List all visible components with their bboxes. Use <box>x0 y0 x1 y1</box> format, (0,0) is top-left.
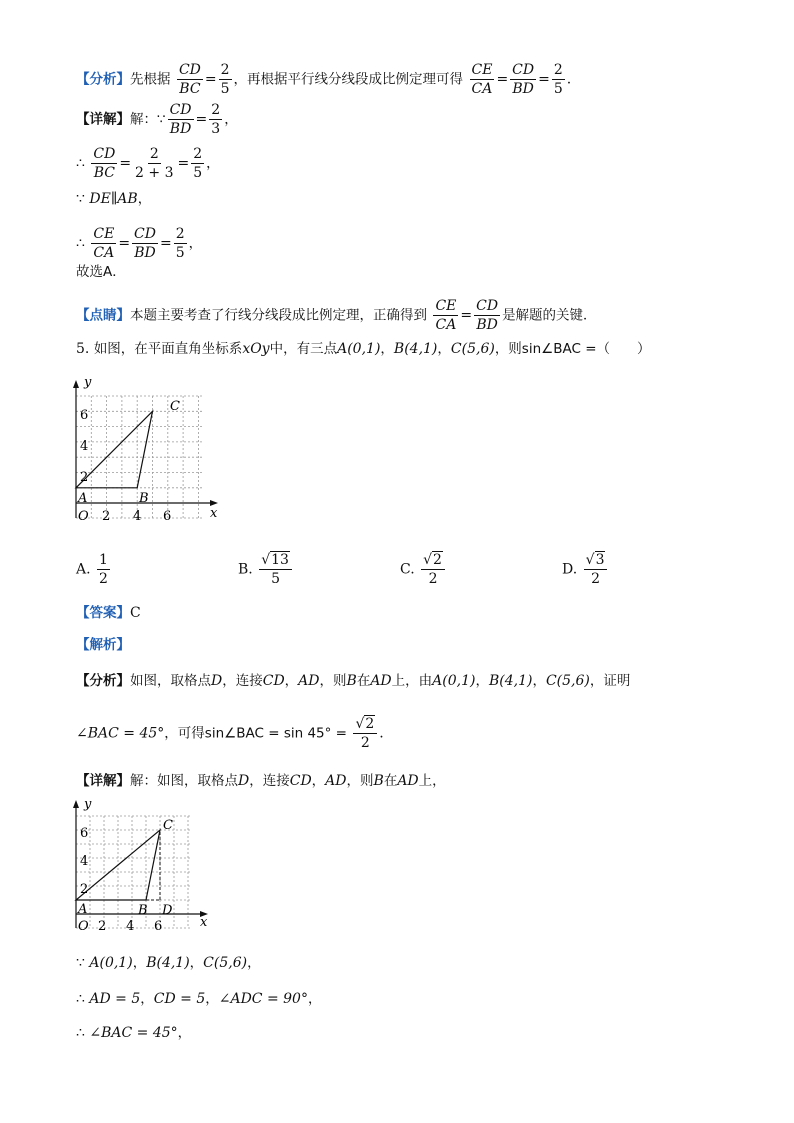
analysis-tag: 【分析】 <box>76 71 130 88</box>
point-c-label: C <box>170 399 180 414</box>
y-tick-4: 4 <box>80 439 89 454</box>
y-tick-2: 2 <box>80 470 89 485</box>
fraction-cd-bc: $\frac{CD}{BC}$ <box>178 62 201 97</box>
analysis-q4-line: 【分析】先根据 $\frac{CD}{BC}$ = $\frac{2}{5}$ ，再根据平行线分线段成比例定理可得 $\frac{CE}{CA}$ = $\frac{CD}{BD}$ = $\frac{2}{5}$ . <box>76 62 572 97</box>
coordinate-figure-1 <box>66 372 226 528</box>
detail-q4-line4: ∴ $\frac{CE}{CA}$ = $\frac{CD}{BD}$ = $\frac{2}{5}$ ， <box>76 226 203 261</box>
question-5-stem: 5. 如图，在平面直角坐标系xOy中，有三点A(0,1)，B(4,1)，C(5,6)，则sin∠BAC =（ ） <box>76 341 651 357</box>
jiexi-line <box>76 636 130 654</box>
option-b[interactable]: B. $\frac{√13}{5}$ <box>238 552 294 587</box>
grid-lines-2 <box>76 816 192 928</box>
choice-line: 故选A． <box>76 264 126 280</box>
detail-q4-line2: ∴ $\frac{CD}{BC}$ = $\frac{2}{2 + 3}$ = $\frac{2}{5}$ ， <box>76 146 220 181</box>
y-axis-label: y <box>84 375 92 390</box>
point-b-label-2: B <box>138 903 148 918</box>
answer-value: C <box>130 605 141 621</box>
y-tick-2-b: 2 <box>80 882 89 897</box>
x-axis-label-2: x <box>200 915 208 930</box>
answer-line <box>76 604 141 622</box>
analysis-q5-line1: 【分析】如图，取格点D，连接CD，AD，则B在AD上，由A(0,1)，B(4,1)，C(5,6)，证明 <box>76 673 631 689</box>
x-tick-2: 2 <box>102 509 111 524</box>
answer-tag: 【答案】 <box>76 605 130 621</box>
option-c[interactable]: C. $\frac{√2}{2}$ <box>400 552 447 587</box>
analysis-q5-line2: ∠BAC = 45°，可得sin∠BAC = sin 45° = $\frac{√2}{2}$ . <box>76 716 384 751</box>
option-d[interactable]: D. $\frac{√3}{2}$ <box>562 552 609 587</box>
detail-q5-line2: ∵ A(0,1)，B(4,1)，C(5,6)， <box>76 955 261 971</box>
detail-q5-line4: ∴ ∠BAC = 45°， <box>76 1025 192 1041</box>
option-a[interactable]: A. $\frac{1}{2}$ <box>76 552 108 587</box>
point-a-label: A <box>78 491 88 506</box>
origin-label: O <box>78 509 89 524</box>
x-tick-6: 6 <box>163 509 172 524</box>
coordinate-figure-2 <box>66 796 216 936</box>
point-c-label-2: C <box>163 818 173 833</box>
comment-q4-line: 【点睛】本题主要考查了行线分线段成比例定理，正确得到 $\frac{CE}{CA}$ = $\frac{CD}{BD}$ 是解题的关键． <box>76 298 597 333</box>
point-d-label: D <box>162 903 173 918</box>
y-axis-arrow <box>73 380 79 388</box>
x-tick-6-b: 6 <box>154 919 163 934</box>
detail-tag: 【详解】 <box>76 111 130 128</box>
y-tick-6: 6 <box>80 408 89 423</box>
detail-q5-line1: 【详解】解：如图，取格点D，连接CD，AD，则B在AD上， <box>76 773 446 789</box>
comment-tag: 【点睛】 <box>76 307 130 324</box>
x-tick-4-b: 4 <box>126 919 135 934</box>
y-axis-label-2: y <box>84 797 92 812</box>
x-axis-label: x <box>210 506 218 521</box>
question-number: 5. <box>76 341 90 357</box>
detail-q4-line3: ∵ DE∥AB， <box>76 191 152 207</box>
x-tick-2-b: 2 <box>98 919 107 934</box>
y-axis-arrow-2 <box>73 800 79 808</box>
detail-q4-line1: 【详解】解：∵ $\frac{CD}{BD}$ = $\frac{2}{3}$ ， <box>76 102 238 137</box>
x-tick-4: 4 <box>133 509 142 524</box>
point-a-label-2: A <box>78 902 88 917</box>
y-tick-6-b: 6 <box>80 826 89 841</box>
y-tick-4-b: 4 <box>80 854 89 869</box>
detail-q5-line3: ∴ AD = 5，CD = 5，∠ADC = 90°， <box>76 991 322 1007</box>
origin-label-2: O <box>78 919 89 934</box>
jiexi-tag: 【解析】 <box>76 637 130 653</box>
point-b-label: B <box>139 491 149 506</box>
